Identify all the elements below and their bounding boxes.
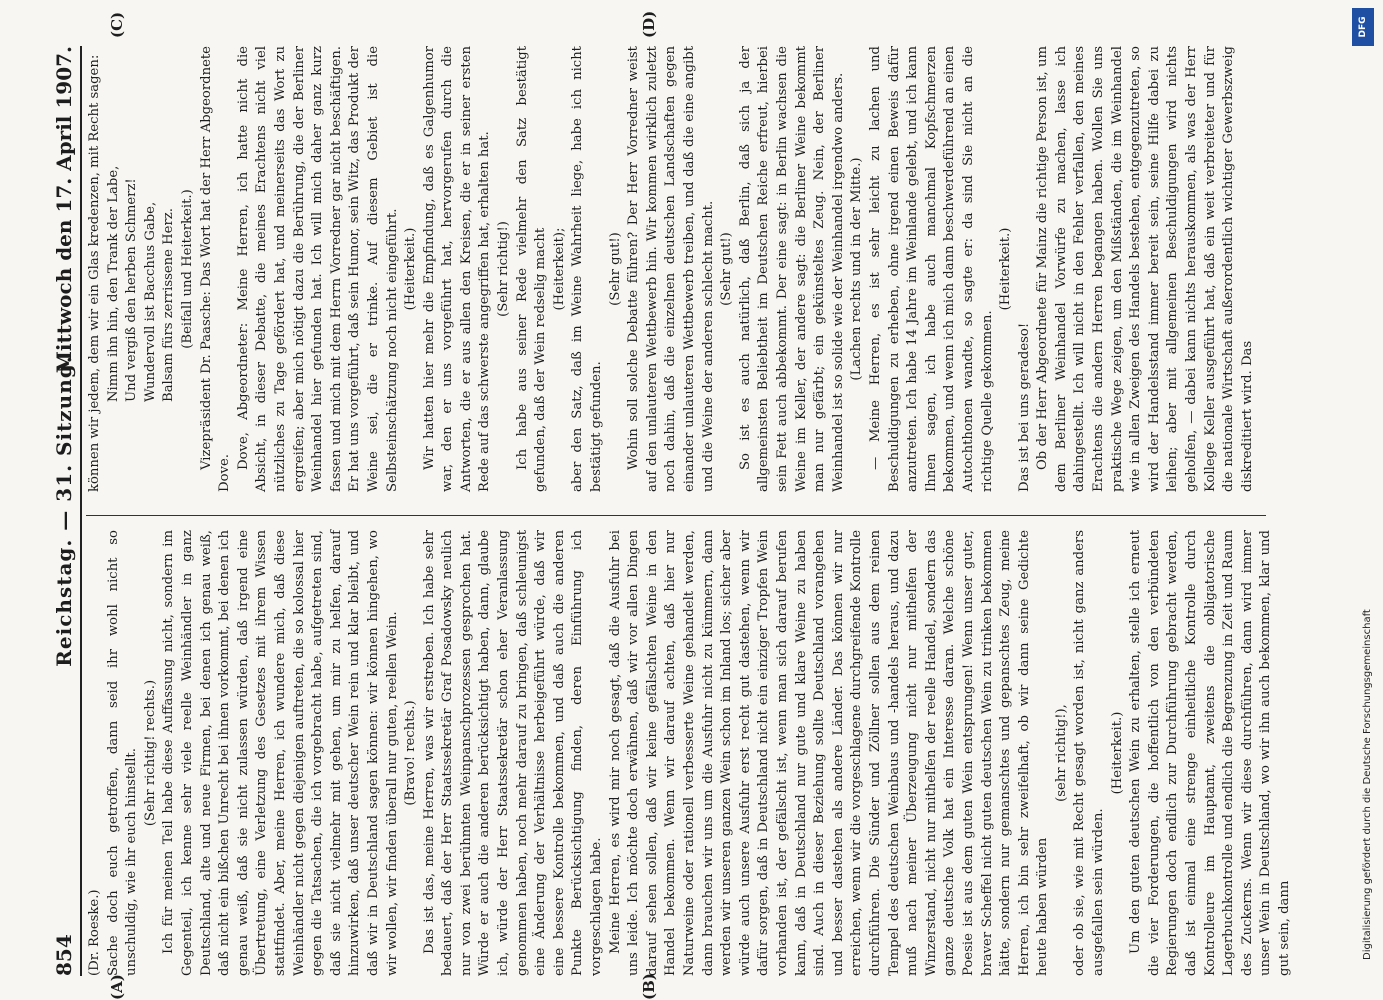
interjection-line: (Heiterkeit.) (998, 227, 1014, 311)
paragraph: Ich für meinen Teil habe diese Auffassung nicht, sondern im Gegenteil, ich kenne sehr viele reelle Weinhändler in ganz Deutschland, alte und neue Firmen, bei denen ich genau weiß, daß nicht ein bißchen Unrecht bei ihnen vorkommt, bei denen ich genau weiß, daß sie nicht zulassen würden, daß irgend eine Übertretung, eine Verletzung des Gesetzes mit ihrem Wissen stattfindet. Aber, meine Herren, ich wundere mich, daß diese Weinhändler nicht gegen diejenigen auftreten, die so kolossal hier gegen die Tatsachen, die ich vorgebracht habe, aufgetreten sind, daß sie nicht vielmehr mit gehen, um mir zu helfen, darauf hinzuwirken, daß unser deutscher Wein rein und klar bleibt, und daß wir in Deutschland sagen können: wir können hingehen, wo wir wollen, wir finden überall nur guten, reellen Wein. (161, 530, 400, 976)
paragraph: Das ist das, meine Herren, was wir erstreben. Ich habe sehr bedauert, daß der Herr Staatssekretär Graf Posadowsky neulich nur von zwei berühmten Weinpanschprozessen gesprochen hat. Würde er auch die anderen berücksichtigt haben, dann, glaube ich, würde der Herr Staatssekretär schon eher Veranlassung genommen haben, noch mehr darauf zu bringen, daß schleunigst eine Änderung der Verhältnisse herbeigeführt würde, daß wir eine bessere Kontrolle bekommen, und daß auch die anderen Punkte Berücksichtigung finden, deren Einführung ich vorgeschlagen habe. (421, 530, 605, 976)
verse-line: Wundervoll ist Bacchus Gabe, (142, 201, 158, 402)
column-divider (86, 515, 1266, 516)
interjection-line: (Sehr gut!) (719, 232, 735, 306)
interjection-line: (Beifall und Heiterkeit.) (179, 189, 195, 349)
paragraph: Ich habe aus seiner Rede vielmehr den Satz bestätigt gefunden, daß der Wein redselig macht (514, 46, 549, 492)
funding-note: Digitalisierung gefördert durch die Deutsche Forschungsgemeinschaft (1362, 609, 1373, 960)
paragraph: Das ist bei uns geradeso! (1016, 322, 1032, 492)
margin-marker-c: (C) (108, 11, 126, 38)
interjection-line: (Sehr richtig! rechts.) (142, 679, 158, 827)
margin-marker-b: (B) (640, 973, 658, 1000)
verse-line: Nimm ihn hin, den Trank der Labe, (105, 165, 121, 402)
interjection-line: (Sehr gut!) (607, 232, 623, 306)
left-text-column (86, 530, 1295, 976)
interjection-line: (Heiterkeit); (551, 227, 567, 311)
dfg-logo: DFG (1352, 8, 1374, 46)
paragraph: Sache doch euch getroffen, dann seid ihr wohl nicht so unschuldig, wie ihr euch hinstellt. (105, 530, 140, 976)
paragraph: (Dr. Roeske.) (87, 889, 102, 976)
paragraph: aber den Satz, daß im Weine Wahrheit liege, habe ich nicht bestätigt gefunden. (570, 46, 605, 492)
margin-marker-d: (D) (640, 10, 658, 38)
page-header (40, 46, 82, 976)
session-title: Reichstag. — 31. Sitzung. (52, 355, 76, 667)
page-number: 854 (52, 934, 76, 976)
paragraph: Ob der Herr Abgeordnete für Mainz die richtige Person ist, um dem Berliner Weinhandel Vorwürfe zu machen, lasse ich dahingestellt. Ich will nicht in den Fehler verfallen, den meines Erachtens die andern Herren begangen haben. Wollen Sie uns praktische Wege zeigen, um den Mißständen, die im Weinhandel wie in allen Zweigen des Handels bestehen, entgegenzutreten, so wird der Handelsstand immer bereit sein, seine Hilfe dabei zu leihen; aber mit allgemeinen Beschuldigungen wird nichts geholfen, — dabei kann nichts herauskommen, als was der Herr Kollege Keller ausgeführt hat, daß ein weit verbreiteter und für die nationale Wirtschaft außerordentlich wichtiger Gewerbszweig diskreditiert wird. Das (1035, 46, 1255, 492)
paragraph: Wohin soll solche Debatte führen? Der Herr Vorredner weist auf den unlauteren Wettbewerb hin. Wir kommen wirklich zuletzt noch dahin, daß die einzelnen deutschen Landschaften gegen einander unlauteren Wettbewerb treiben, und daß die eine angibt und die Weine der anderen schlecht macht. (626, 46, 716, 492)
paragraph: Vizepräsident Dr. Paasche: Das Wort hat der Herr Abgeordnete Dove. (198, 46, 233, 492)
verse-line: Balsam fürs zerrissene Herz. (161, 208, 177, 402)
paragraph: Wir hatten hier mehr die Empfindung, daß es Galgenhumor war, den er uns vorgeführt hat, hervorgerufen durch die Antworten, die er aus allen den Kreisen, die er in seiner ersten Rede auf das schwerste angegriffen hat, erhalten hat. (421, 46, 493, 492)
interjection-line: (Sehr richtig!) (496, 221, 512, 317)
paragraph: — Meine Herren, es ist sehr leicht zu lachen und Beschuldigungen zu erheben, ohne irgend einen Beweis dafür anzutreten. Ich habe 14 Jahre im Weinlande gelebt, und ich kann Ihnen sagen, ich habe auch manchmal Kopfschmerzen bekommen, und wenn ich mich dann beschwerdeführend an einen Autochthonen wandte, so sagte er: da sind Sie nicht an die richtige Quelle gekommen. (867, 46, 995, 492)
interjection-line: (Bravo! rechts.) (403, 700, 419, 806)
paragraph: So ist es auch natürlich, daß Berlin, daß sich ja der allgemeinsten Beliebtheit im Deutschen Reiche erfreut, hierbei sein Fett auch abbekommt. Der eine sagt: in Berlin wachsen die Weine im Keller, der andere sagt: die Berliner Weine bekommt man nur gefärbt; ein gekünsteltes Zeug. Nein, der Berliner Weinhandel ist so solide wie der Weinhandel irgendwo anders. (737, 46, 846, 492)
interjection-line: (Heiterkeit.) (403, 227, 419, 311)
session-date: Mittwoch den 17. April 1907. (52, 46, 76, 374)
interjection-line: (Lachen rechts und in der Mitte.) (849, 157, 865, 381)
verse-line: Und vergiß den herben Schmerz! (124, 178, 140, 402)
interjection-line: (sehr richtig!), (1053, 704, 1069, 802)
paragraph: können wir jedem, dem wir ein Glas kredenzen, mit Recht sagen: (87, 54, 102, 492)
paragraph: Dove, Abgeordneter: Meine Herren, ich hatte nicht die Absicht, in dieser Debatte, die meines Erachtens nicht viel nützliches zu Tage gefördert hat, und meinerseits das Wort zu ergreifen; aber mich nötigt dazu die Berührung, die der Berliner Weinhandel hier gefunden hat. Ich will mich daher ganz kurz fassen und mich mit dem Herrn Vorredner gar nicht beschäftigen. Er hat uns vorgeführt, daß sein Humor, sein Witz, das Produkt der Weine sei, die er trinke. Auf diesem Gebiet ist die Selbsteinschätzung noch nicht eingeführt. (235, 46, 400, 492)
margin-marker-a: (A) (108, 974, 126, 1000)
paragraph: oder ob sie, wie mit Recht gesagt worden ist, nicht ganz anders ausgefallen sein würden. (1072, 530, 1107, 976)
interjection-line: (Heiterkeit.) (1109, 711, 1125, 795)
right-text-column (86, 46, 1257, 492)
paragraph: Um den guten deutschen Wein zu erhalten, stelle ich erneut die vier Forderungen, die hoffentlich von den verbündeten Regierungen doch endlich zur Durchführung gebracht werden, daß ist einmal eine strenge einheitliche Kontrolle durch Kontrolleure im Hauptamt, zweitens die obligatorische Lagerbuchkontrolle und endlich die Begrenzung in Zeit und Raum des Zuckerns. Wenn wir diese durchführen, dann wird immer unser Wein in Deutschland, wo wir ihn auch bekommen, klar und gut sein, dann (1128, 530, 1292, 976)
paragraph: Meine Herren, es wird mir noch gesagt, daß die Ausfuhr bei uns leide. Ich möchte doch erwähnen, daß wir vor allen Dingen darauf sehen sollen, daß wir keine gefälschten Weine in den Handel bekommen. Wenn wir darauf achten, daß hier nur Naturweine oder rationell verbesserte Weine gehandelt werden, dann brauchen wir uns um die Ausfuhr nicht zu kümmern, dann werden wir unseren ganzen Wein schon im Inland los; sicher aber würde auch unsere Ausfuhr erst recht gut dastehen, wenn wir dafür sorgen, daß in Deutschland nicht ein einziger Tropfen Wein vorhanden ist, der gefälscht ist, wenn man sich darauf berufen kann, daß in Deutschland nur gute und klare Weine zu haben sind. Auch in dieser Beziehung sollte Deutschland vorangehen und besser dastehen als andere Länder. Das können wir nur erreichen, wenn wir die vorgeschlagene durchgreifende Kontrolle durchführen. Die Sünder und Zöllner sollen aus dem reinen Tempel des deutschen Weinbaus und -handels heraus, und dazu muß nach meiner Überzeugung nicht nur mithelfen der Winzerstand, nicht nur mithelfen der reelle Handel, sondern das ganze deutsche Volk hat ein Interesse daran. Welche schöne Poesie ist aus dem guten Wein entsprungen! Wenn unser guter, braver Scheffel nicht guten deutschen Wein zu trinken bekommen hätte, sondern nur gemanschtes und gepanschtes Zeug, meine Herren, ich bin sehr zweifelhaft, ob wir dann seine Gedichte heute haben würden (607, 530, 1051, 976)
